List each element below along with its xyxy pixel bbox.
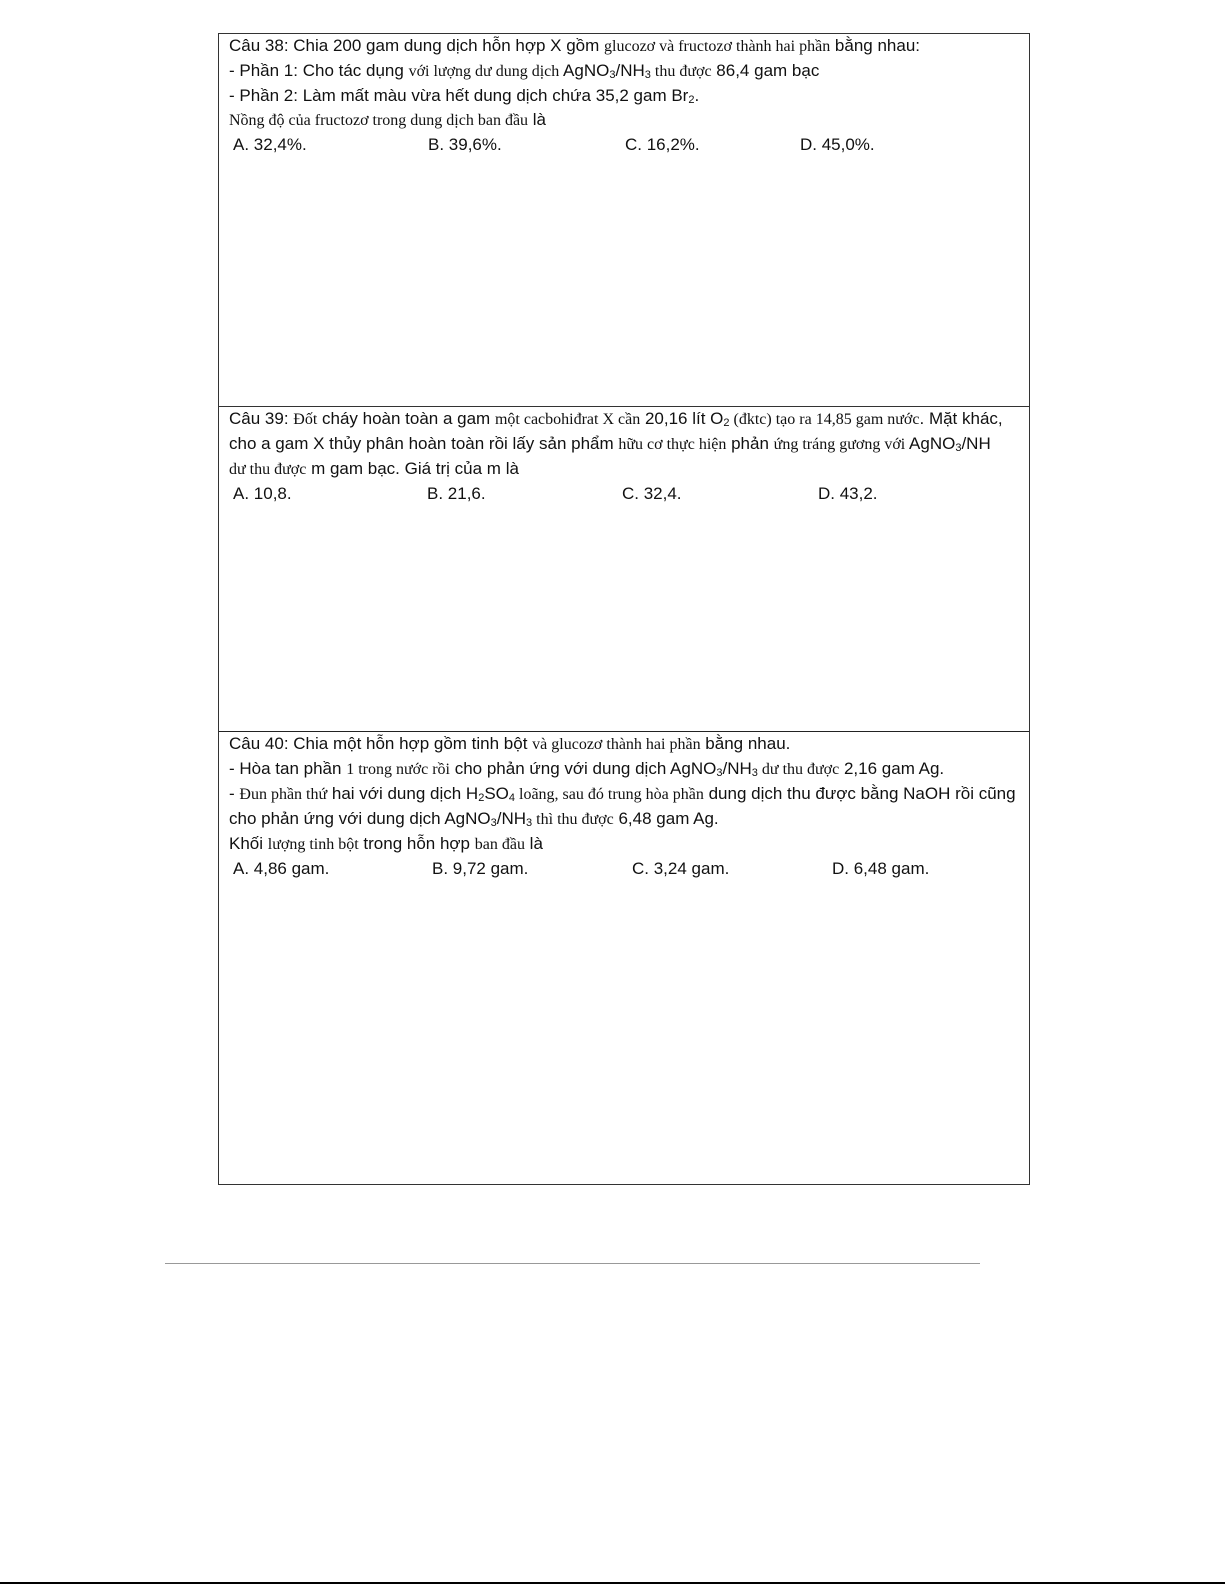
q40-option-d: D. 6,48 gam.: [832, 859, 930, 878]
q38-option-d: D. 45,0%.: [800, 135, 875, 154]
q40-options: [229, 857, 1029, 881]
question-39: [219, 406, 1029, 731]
q40-option-a: A. 4,86 gam.: [233, 859, 330, 878]
q38-options: [229, 133, 1029, 157]
q38-option-b: B. 39,6%.: [428, 135, 502, 154]
q40-line-5: Khối lượng tinh bột trong hỗn hợp ban đầu là: [229, 834, 543, 853]
q38-option-a: A. 32,4%.: [233, 135, 307, 154]
q39-option-c: C. 32,4.: [622, 484, 682, 503]
questions-frame: [218, 33, 1030, 1185]
q40-option-c: C. 3,24 gam.: [632, 859, 730, 878]
q38-question: Nồng độ của fructozơ trong dung dịch ban đầu là: [229, 110, 547, 129]
footer-divider: [165, 1263, 980, 1264]
q39-option-b: B. 21,6.: [427, 484, 486, 503]
page-bottom-border: [0, 1582, 1225, 1584]
q39-line-1: Câu 39: Đốt cháy hoàn toàn a gam một cacbohiđrat X cần 20,16 lít $O_2$ (đktc) tạo ra 14,85 gam nước. Mặt khác,: [229, 409, 1003, 429]
q39-options: [229, 482, 1029, 506]
question-38: [219, 34, 1029, 406]
q38-option-c: C. 16,2%.: [625, 135, 700, 154]
q38-part-1: - Phần 1: Cho tác dụng với lượng dư dung dịch $AgNO_3/NH_3$ thu được 86,4 gam bạc: [229, 61, 820, 81]
q40-option-b: B. 9,72 gam.: [432, 859, 529, 878]
q39-option-d: D. 43,2.: [818, 484, 878, 503]
q39-option-a: A. 10,8.: [233, 484, 292, 503]
q39-line-3: dư thu được m gam bạc. Giá trị của m là: [229, 459, 519, 478]
q40-line-2: - Hòa tan phần 1 trong nước rồi cho phản ứng với dung dịch $AgNO_3/NH_3$ dư thu được 2,16 gam Ag.: [229, 759, 945, 779]
q38-title: Câu 38: Chia 200 gam dung dịch hỗn hợp X gồm glucozơ và fructozơ thành hai phần bằng nhau:: [229, 36, 920, 55]
q40-line-4: cho phản ứng với dung dịch $AgNO_3/NH_3$ thì thu được 6,48 gam Ag.: [229, 809, 719, 829]
question-40: [219, 731, 1029, 1186]
q40-line-1: Câu 40: Chia một hỗn hợp gồm tinh bột và glucozơ thành hai phần bằng nhau.: [229, 734, 791, 753]
q39-line-2: cho a gam X thủy phân hoàn toàn rồi lấy sản phẩm hữu cơ thực hiện phản ứng tráng gương với AgNO$_3$/NH: [229, 434, 991, 454]
q40-line-3: - Đun phần thứ hai với dung dịch $H_2SO_4$ loãng, sau đó trung hòa phần dung dịch thu được bằng NaOH rồi cũng: [229, 784, 1016, 804]
q38-part-2: - Phần 2: Làm mất màu vừa hết dung dịch chứa 35,2 gam $Br_2$.: [229, 86, 700, 106]
